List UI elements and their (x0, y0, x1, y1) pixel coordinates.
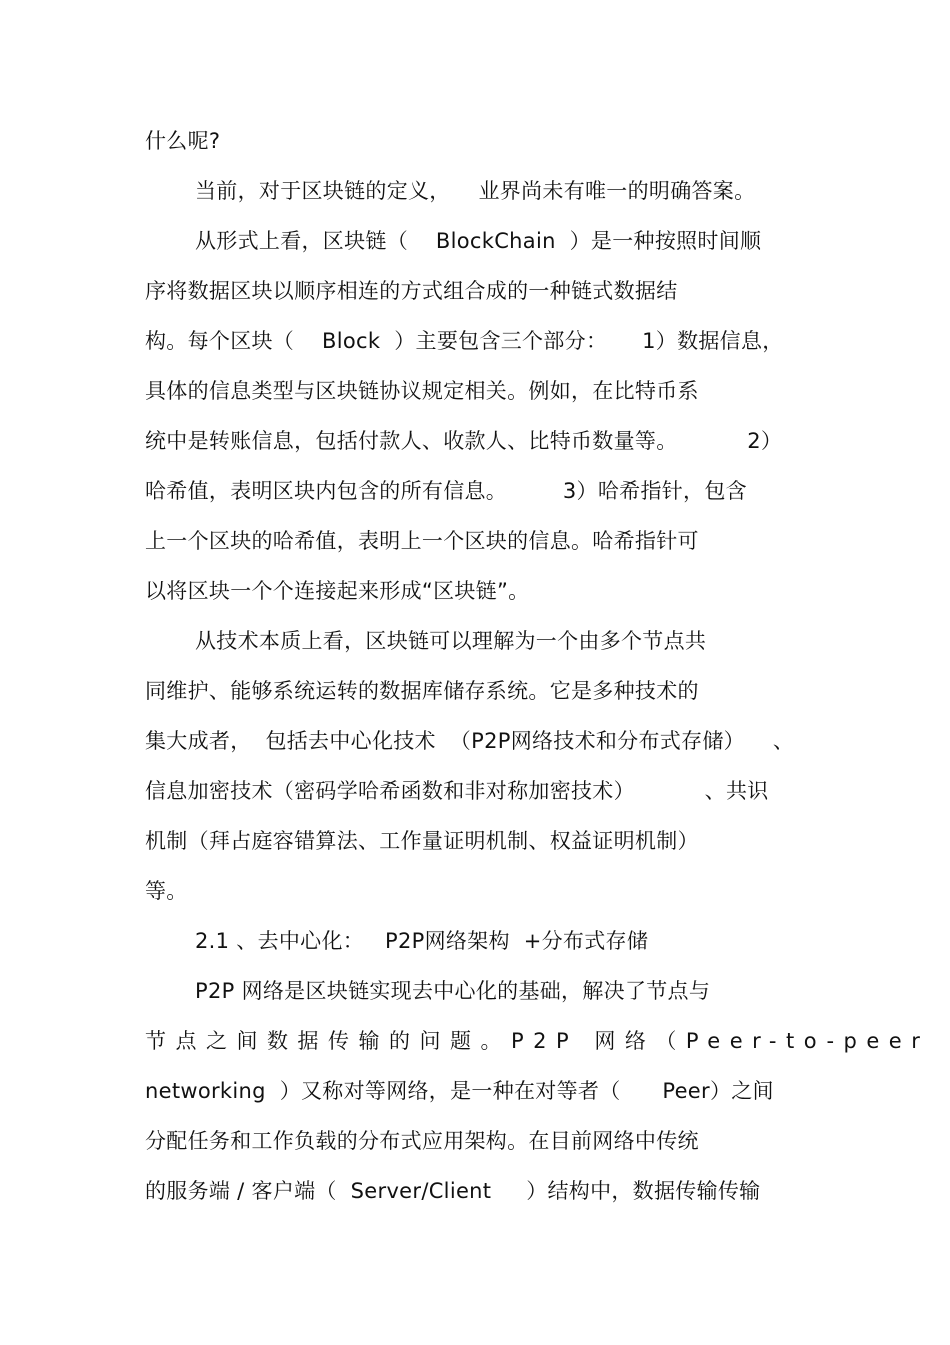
text-line: 机制（拜占庭容错算法、工作量证明机制、权益证明机制） (145, 829, 699, 853)
text-line: 分配任务和工作负载的分布式应用架构。在目前网络中传统 (145, 1129, 699, 1153)
text-line: 的服务端 / 客户端（ Server/Client ）结构中，数据传输传输 (145, 1179, 761, 1203)
text-line: 哈希值，表明区块内包含的所有信息。 3）哈希指针，包含 (145, 479, 747, 503)
text-line: 序将数据区块以顺序相连的方式组合成的一种链式数据结 (145, 279, 678, 303)
text-line: 信息加密技术（密码学哈希函数和非对称加密技术） 、共识 (145, 779, 769, 803)
text-line: 等。 (145, 879, 188, 903)
paragraph-first-line: P2P 网络是区块链实现去中心化的基础，解决了节点与 (195, 979, 711, 1003)
text-line: networking ）又称对等网络，是一种在对等者（ Peer）之间 (145, 1079, 774, 1103)
section-heading: 2.1 、去中心化： P2P网络架构 +分布式存储 (195, 929, 649, 953)
text-line: 什么呢? (145, 129, 221, 153)
paragraph-first-line: 当前，对于区块链的定义， 业界尚未有唯一的明确答案。 (195, 179, 756, 203)
text-line: 集大成者， 包括去中心化技术 （P2P网络技术和分布式存储） 、 (145, 729, 795, 753)
paragraph-first-line: 从技术本质上看，区块链可以理解为一个由多个节点共 (195, 629, 707, 653)
text-line: 同维护、能够系统运转的数据库储存系统。它是多种技术的 (145, 679, 699, 703)
text-line: 构。每个区块（ Block ）主要包含三个部分： 1）数据信息， (145, 329, 784, 353)
text-line: 以将区块一个个连接起来形成“区块链”。 (145, 579, 530, 603)
text-line: 统中是转账信息，包括付款人、收款人、比特币数量等。 2） (145, 429, 783, 453)
text-line: 节点之间数据传输的问题。P2P 网络（Peer-to-peer (145, 1029, 930, 1053)
paragraph-first-line: 从形式上看，区块链（ BlockChain ）是一种按照时间顺 (195, 229, 762, 253)
text-line: 具体的信息类型与区块链协议规定相关。例如，在比特币系 (145, 379, 699, 403)
text-line: 上一个区块的哈希值，表明上一个区块的信息。哈希指针可 (145, 529, 699, 553)
